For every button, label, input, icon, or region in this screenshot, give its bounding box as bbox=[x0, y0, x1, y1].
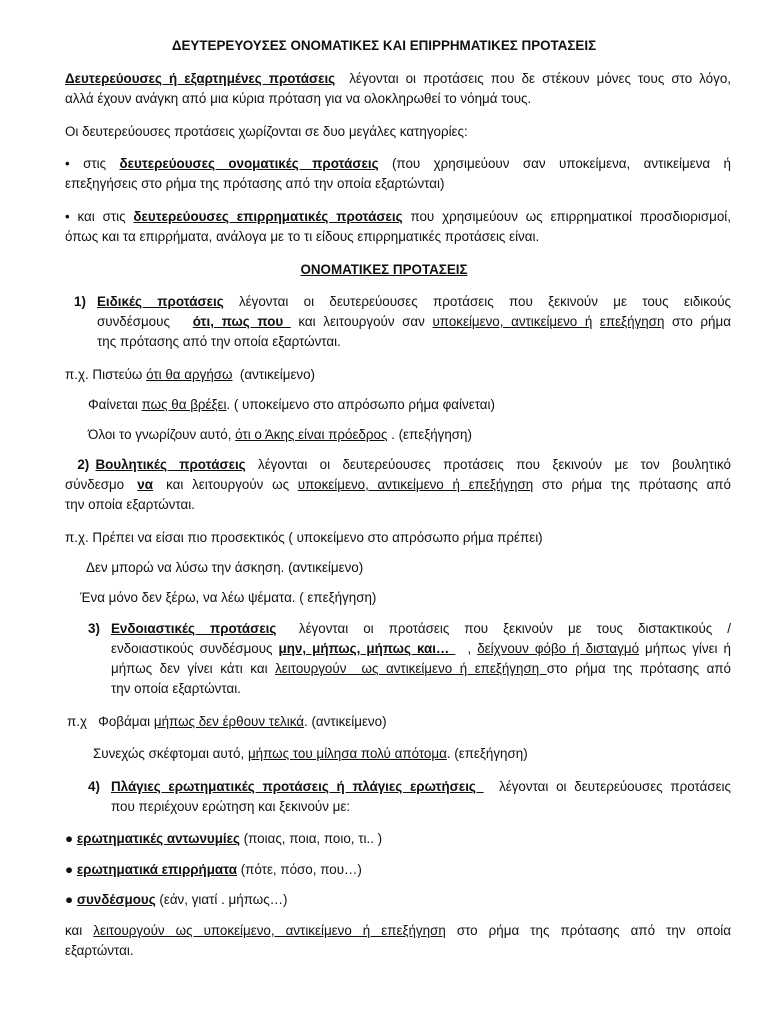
item-2-line-3: την οποία εξαρτώνται. bbox=[65, 497, 195, 512]
bullet-nominal-line-2: επεξηγήσεις στο ρήμα της πρότασης από την οποία εξαρτώνται) bbox=[65, 176, 445, 191]
item-2-term: Βουλητικές προτάσεις bbox=[95, 457, 246, 472]
example-line: Όλοι το γνωρίζουν αυτό, ότι ο Άκης είναι πρόεδρος . (επεξήγηση) bbox=[88, 427, 472, 442]
nominal-term: δευτερεύουσες ονοματικές προτάσεις bbox=[119, 156, 379, 171]
example-line: π.χ Φοβάμαι μήπως δεν έρθουν τελικά. (αντικείμενο) bbox=[67, 714, 387, 729]
item-1-line-1: Ειδικές προτάσεις λέγονται οι δευτερεύουσες προτάσεις που ξεκινούν με τους ειδικούς bbox=[97, 294, 731, 309]
item-4-line-1: Πλάγιες ερωτηματικές προτάσεις ή πλάγιες ερωτήσεις λέγονται οι δευτερεύουσες προτάσεις bbox=[111, 779, 731, 794]
section-heading: ΟΝΟΜΑΤΙΚΕΣ ΠΡΟΤΑΣΕΙΣ bbox=[300, 262, 468, 277]
example-line: π.χ. Πρέπει να είσαι πιο προσεκτικός ( υποκείμενο στο απρόσωπο ρήμα πρέπει) bbox=[65, 530, 543, 545]
item-3-line-2: ενδοιαστικούς συνδέσμους μην, μήπως, μήπως και… , δείχνουν φόβο ή δισταγμό μήπως γίνει ή bbox=[111, 641, 731, 656]
item-3-term: Ενδοιαστικές προτάσεις bbox=[111, 621, 277, 636]
bullet-adverbial-line-1: • και στις δευτερεύουσες επιρρηματικές προτάσεις που χρησιμεύουν ως επιρρηματικοί προσδιορισμοί, bbox=[65, 209, 731, 224]
example-line: π.χ. Πιστεύω ότι θα αργήσω (αντικείμενο) bbox=[65, 367, 316, 382]
item-2-line-1: 2) Βουλητικές προτάσεις λέγονται οι δευτερεύουσες προτάσεις που ξεκινούν με τον βουλητικό bbox=[77, 457, 731, 472]
intro-line-1: Δευτερεύουσες ή εξαρτημένες προτάσεις λέγονται οι προτάσεις που δε στέκουν μόνες τους στο λόγο, bbox=[65, 71, 731, 86]
list-item: ● ερωτηματικά επιρρήματα (πότε, πόσο, που…) bbox=[65, 862, 362, 877]
bullet-adverbial-line-2: όπως και τα επιρρήματα, ανάλογα με το τι είδους επιρρηματικές προτάσεις είναι. bbox=[65, 229, 540, 244]
item-1-line-2: συνδέσμους ότι, πως που και λειτουργούν σαν υποκείμενο, αντικείμενο ή επεξήγηση στο ρήμα bbox=[97, 314, 731, 329]
item-4-line-2: που περιέχουν ερώτηση και ξεκινούν με: bbox=[111, 799, 351, 814]
example-line: Ένα μόνο δεν ξέρω, να λέω ψέματα. ( επεξήγηση) bbox=[80, 590, 377, 605]
example-line: Φαίνεται πως θα βρέξει. ( υποκείμενο στο απρόσωπο ρήμα φαίνεται) bbox=[88, 397, 495, 412]
bullet-icon: ● bbox=[65, 892, 77, 907]
bullet-icon: ● bbox=[65, 862, 77, 877]
list-item: ● συνδέσμους (εάν, γιατί . μήπως…) bbox=[65, 892, 288, 907]
item-3-number: 3) bbox=[88, 621, 100, 636]
example-line: Συνεχώς σκέφτομαι αυτό, μήπως του μίλησα πολύ απότομα. (επεξήγηση) bbox=[93, 746, 528, 761]
item-3-line-1: Ενδοιαστικές προτάσεις λέγονται οι προτάσεις που ξεκινούν με τους διστακτικούς / bbox=[111, 621, 731, 636]
categories-intro: Οι δευτερεύουσες προτάσεις χωρίζονται σε δυο μεγάλες κατηγορίες: bbox=[65, 124, 468, 139]
item-3-line-3: μήπως δεν γίνει κάτι και λειτουργούν ως αντικείμενο ή επεξήγηση στο ρήμα της πρότασης από bbox=[111, 661, 732, 676]
item-3-line-4: την οποία εξαρτώνται. bbox=[111, 681, 241, 696]
list-item: ● ερωτηματικές αντωνυμίες (ποιας, ποια, ποιο, τι.. ) bbox=[65, 831, 383, 846]
item-4-term: Πλάγιες ερωτηματικές προτάσεις ή πλάγιες ερωτήσεις bbox=[111, 779, 484, 794]
bullet-icon: ● bbox=[65, 831, 77, 846]
item-1-line-3: της πρότασης από την οποία εξαρτώνται. bbox=[97, 334, 341, 349]
intro-line-2: αλλά έχουν ανάγκη από μια κύρια πρόταση για να ολοκληρωθεί το νόημά τους. bbox=[65, 91, 532, 106]
item-4-number: 4) bbox=[88, 779, 100, 794]
bullet-nominal-line-1: • στις δευτερεύουσες ονοματικές προτάσεις (που χρησιμεύουν σαν υποκείμενα, αντικείμενα ή bbox=[65, 156, 731, 171]
example-line: Δεν μπορώ να λύσω την άσκηση. (αντικείμενο) bbox=[86, 560, 364, 575]
item-2-line-2: σύνδεσμο να και λειτουργούν ως υποκείμενο, αντικείμενο ή επεξήγηση στο ρήμα της πρότασης από bbox=[65, 477, 731, 492]
closing-line-2: εξαρτώνται. bbox=[65, 943, 134, 958]
intro-term: Δευτερεύουσες ή εξαρτημένες προτάσεις bbox=[65, 71, 336, 86]
item-1-number: 1) bbox=[74, 294, 86, 309]
adverbial-term: δευτερεύουσες επιρρηματικές προτάσεις bbox=[133, 209, 403, 224]
item-1-term: Ειδικές προτάσεις bbox=[97, 294, 224, 309]
item-2-number: 2) bbox=[77, 457, 90, 472]
closing-line-1: και λειτουργούν ως υποκείμενο, αντικείμενο ή επεξήγηση στο ρήμα της πρότασης από την οποία bbox=[65, 923, 732, 938]
document-title: ΔΕΥΤΕΡΕΥΟΥΣΕΣ ΟΝΟΜΑΤΙΚΕΣ ΚΑΙ ΕΠΙΡΡΗΜΑΤΙΚΕΣ ΠΡΟΤΑΣΕΙΣ bbox=[171, 38, 597, 53]
